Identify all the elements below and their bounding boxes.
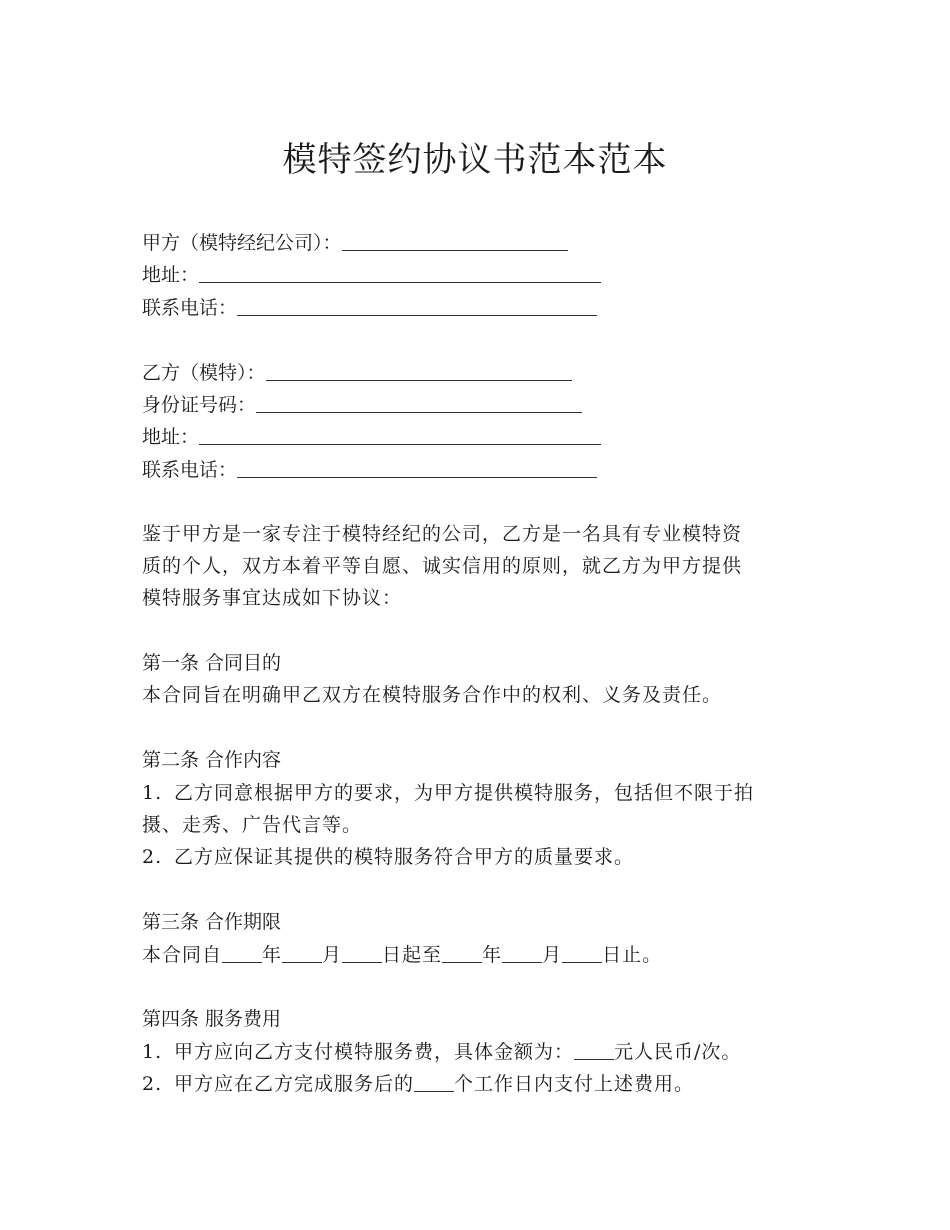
- article-2-item-2: [142, 841, 822, 873]
- end-month-blank[interactable]: [502, 942, 542, 963]
- text: 月: [542, 943, 563, 966]
- article-4-heading: 第四条 服务费用: [142, 1008, 282, 1031]
- end-year-blank[interactable]: [442, 942, 482, 963]
- spacer: [142, 874, 822, 906]
- spacer: [142, 712, 822, 744]
- party-a-address-row: [142, 258, 822, 290]
- text: 年: [482, 943, 503, 966]
- text: 年: [262, 943, 283, 966]
- item-text: 乙方同意根据甲方的要求，为甲方提供模特服务，包括但不限于拍: [174, 781, 755, 804]
- article-4-item-1: [142, 1036, 822, 1068]
- article-3-heading: 第三条 合作期限: [142, 911, 282, 934]
- item-text: 甲方应向乙方支付模特服务费，具体金额为：: [174, 1040, 575, 1063]
- party-a-address-blank[interactable]: [199, 260, 601, 283]
- item-text: 个工作日内支付上述费用。: [454, 1073, 695, 1096]
- start-month-blank[interactable]: [282, 942, 322, 963]
- party-a-name-blank[interactable]: [342, 228, 568, 251]
- text: 月: [322, 943, 343, 966]
- party-a-phone-blank[interactable]: [237, 293, 597, 316]
- agreement-body: [142, 226, 822, 1101]
- preamble-line: 模特服务事宜达成如下协议：: [142, 587, 403, 610]
- text: 日起至: [382, 943, 443, 966]
- article-2-item-1-cont: 摄、走秀、广告代言等。: [142, 814, 363, 837]
- party-a-name-label: 甲方（模特经纪公司）：: [142, 232, 342, 254]
- party-b-name-row: [142, 356, 822, 388]
- item-text: 元人民币/次。: [614, 1040, 742, 1063]
- preamble-line: 质的个人，双方本着平等自愿、诚实信用的原则，就乙方为甲方提供: [142, 554, 743, 577]
- article-1-heading: 第一条 合同目的: [142, 652, 282, 675]
- party-a-name-row: [142, 226, 822, 258]
- party-a-phone-row: [142, 291, 822, 323]
- spacer: [142, 971, 822, 1003]
- text: 日止。: [602, 943, 663, 966]
- spacer: [142, 323, 822, 355]
- payment-days-blank[interactable]: [414, 1071, 454, 1092]
- item-number: 1.: [142, 781, 163, 804]
- item-text: 甲方应在乙方完成服务后的: [174, 1073, 415, 1096]
- item-text: 乙方应保证其提供的模特服务符合甲方的质量要求。: [174, 846, 635, 869]
- party-b-id-row: [142, 388, 822, 420]
- text: 本合同自: [142, 943, 223, 966]
- article-1-body: 本合同旨在明确甲乙双方在模特服务合作中的权利、义务及责任。: [142, 684, 723, 707]
- article-2-item-1: [142, 777, 822, 809]
- party-b-id-label: 身份证号码：: [142, 393, 257, 416]
- preamble-line: 鉴于甲方是一家专注于模特经纪的公司，乙方是一名具有专业模特资: [142, 522, 743, 545]
- article-2-heading: 第二条 合作内容: [142, 749, 282, 772]
- page-title: 模特签约协议书范本范本: [282, 140, 668, 180]
- party-b-address-row: [142, 420, 822, 452]
- party-b-address-label: 地址：: [142, 426, 200, 449]
- party-a-phone-label: 联系电话：: [142, 296, 238, 319]
- party-b-name-label: 乙方（模特）：: [142, 361, 266, 384]
- party-b-phone-blank[interactable]: [237, 455, 597, 478]
- item-number: 1.: [142, 1040, 163, 1063]
- start-day-blank[interactable]: [342, 942, 382, 963]
- party-b-phone-row: [142, 453, 822, 485]
- end-day-blank[interactable]: [562, 942, 602, 963]
- spacer: [142, 485, 822, 517]
- party-b-address-blank[interactable]: [199, 422, 601, 445]
- article-3-body: [142, 939, 822, 971]
- party-a-address-label: 地址：: [142, 264, 200, 287]
- party-b-name-blank[interactable]: [266, 358, 572, 381]
- start-year-blank[interactable]: [222, 942, 262, 963]
- party-b-phone-label: 联系电话：: [142, 458, 238, 481]
- article-4-item-2: [142, 1068, 822, 1100]
- spacer: [142, 615, 822, 647]
- fee-amount-blank[interactable]: [574, 1039, 614, 1060]
- party-b-id-blank[interactable]: [256, 390, 582, 413]
- item-number: 2.: [142, 1073, 163, 1096]
- item-number: 2.: [142, 846, 163, 869]
